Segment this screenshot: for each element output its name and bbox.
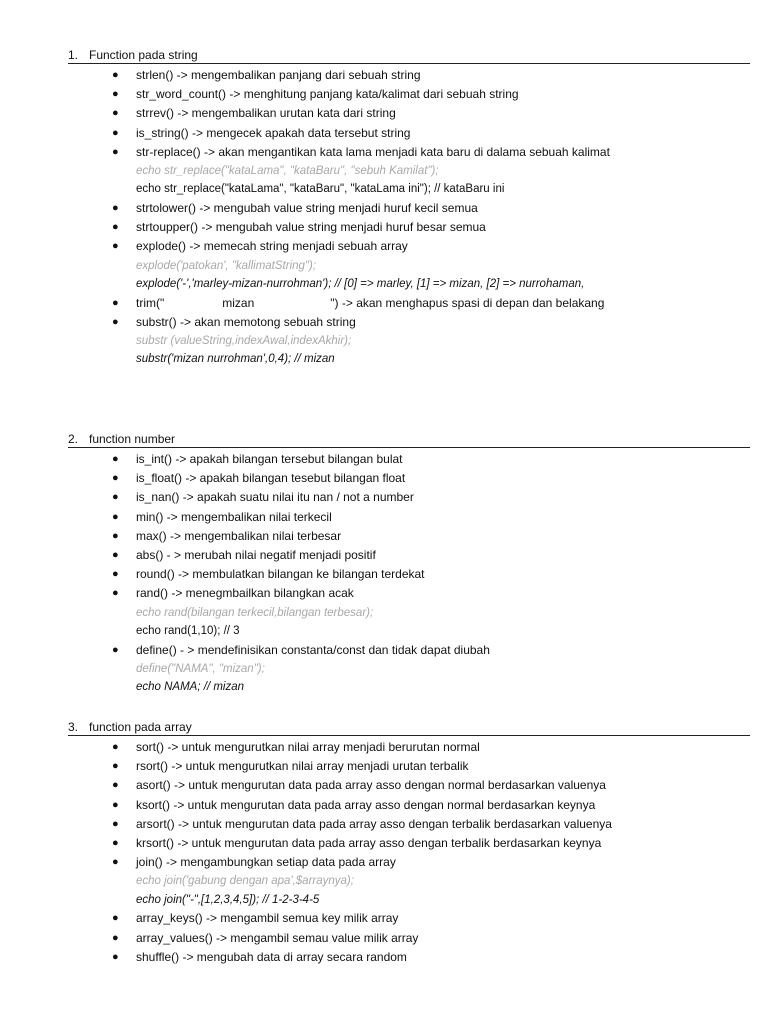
- section-title: function number: [89, 432, 176, 446]
- section-number: 3.: [68, 720, 79, 734]
- bullet-icon: ●: [112, 145, 119, 158]
- bullet-icon: ●: [112, 107, 119, 120]
- item-text: array_keys() -> mengambil semua key milik array: [136, 911, 399, 926]
- list-item: [68, 66, 750, 85]
- item-text: abs() - > merubah nilai negatif menjadi positif: [136, 547, 376, 562]
- bullet-icon: ●: [112, 741, 119, 753]
- section-array-functions: [68, 719, 750, 967]
- item-text: strtoupper() -> mengubah value string menjadi huruf besar semua: [136, 220, 486, 235]
- list-item: [68, 641, 750, 660]
- bullet-icon: ●: [112, 817, 119, 830]
- list-item: [68, 527, 750, 546]
- code-example: echo join("-",[1,2,3,4,5]); // 1-2-3-4-5: [136, 893, 320, 906]
- bullet-icon: ●: [112, 315, 119, 328]
- list-item: [68, 237, 750, 256]
- item-text: is_float() -> apakah bilangan tesebut bilangan float: [136, 471, 406, 486]
- section-heading: [68, 719, 750, 736]
- section-number: 1.: [68, 48, 79, 62]
- list-item: [68, 218, 750, 237]
- bullet-icon: ●: [112, 491, 119, 504]
- list-item: [68, 796, 750, 815]
- item-text: str_word_count() -> menghitung panjang kata/kalimat dari sebuah string: [136, 87, 519, 102]
- item-text: is_nan() -> apakah suatu nilai itu nan / not a number: [136, 490, 414, 505]
- code-example: explode('-','marley-mizan-nurrohman'); // [0] => marley, [1] => mizan, [2] => nurrohaman,: [136, 278, 585, 290]
- bullet-icon: ●: [112, 240, 119, 253]
- list-item: [68, 469, 750, 488]
- item-text: max() -> mengembalikan nilai terbesar: [136, 528, 342, 543]
- bullet-icon: ●: [112, 453, 119, 465]
- item-text: sort() -> untuk mengurutkan nilai array menjadi berurutan normal: [136, 740, 480, 754]
- bullet-icon: ●: [112, 529, 119, 542]
- section-number: 2.: [68, 432, 79, 446]
- list-item: [68, 815, 750, 834]
- number-function-list: [68, 450, 750, 697]
- list-item: [68, 488, 750, 507]
- list-item: [68, 929, 750, 948]
- section-heading: [68, 47, 750, 64]
- string-function-list: [68, 66, 750, 369]
- item-text: strlen() -> mengembalikan panjang dari sebuah string: [136, 68, 421, 82]
- item-text: krsort() -> untuk mengurutan data pada array asso dengan terbalik berdasarkan keynya: [136, 835, 602, 850]
- section-title: function pada array: [89, 720, 192, 734]
- item-text: is_string() -> mengecek apakah data tersebut string: [136, 125, 411, 140]
- list-item: [68, 450, 750, 469]
- bullet-icon: ●: [112, 126, 119, 139]
- bullet-icon: ●: [112, 760, 119, 773]
- list-item: [68, 853, 750, 872]
- list-item: [68, 199, 750, 218]
- item-text: str-replace() -> akan mengantikan kata lama menjadi kata baru di dalama sebuah kalimat: [136, 144, 610, 159]
- item-text: asort() -> untuk mengurutan data pada array asso dengan normal berdasarkan valuenya: [136, 778, 606, 793]
- list-item: [68, 565, 750, 584]
- list-item: [68, 834, 750, 853]
- bullet-icon: ●: [112, 568, 119, 581]
- item-text: ksort() -> untuk mengurutan data pada array asso dengan normal berdasarkan keynya: [136, 797, 596, 812]
- section-heading: [68, 431, 750, 448]
- code-example: echo str_replace("kataLama", "kataBaru", "kataLama ini"); // kataBaru ini: [136, 183, 505, 196]
- list-item: [68, 909, 750, 928]
- bullet-icon: ●: [112, 798, 119, 811]
- bullet-icon: ●: [112, 779, 119, 792]
- bullet-icon: ●: [112, 221, 119, 234]
- item-text: ") -> akan menghapus spasi di depan dan belakang: [330, 295, 605, 310]
- code-example-syntax: echo rand(bilangan terkecil,bilangan terbesar);: [136, 606, 374, 619]
- list-item: [68, 508, 750, 527]
- bullet-icon: ●: [112, 296, 119, 309]
- list-item: [68, 85, 750, 104]
- item-text: shuffle() -> mengubah data di array secara random: [136, 949, 407, 964]
- list-item: [68, 776, 750, 795]
- item-text: round() -> membulatkan bilangan ke bilangan terdekat: [136, 567, 425, 582]
- code-example: substr('mizan nurrohman',0,4); // mizan: [136, 353, 335, 366]
- code-example: echo rand(1,10); // 3: [136, 625, 240, 637]
- list-item: [68, 104, 750, 123]
- item-text: trim(": [136, 295, 165, 310]
- item-text: rand() -> menegmbailkan bilangkan acak: [136, 586, 354, 601]
- list-item: [68, 738, 750, 757]
- item-text: define() - > mendefinisikan constanta/const dan tidak dapat diubah: [136, 642, 490, 657]
- list-item: [68, 757, 750, 776]
- list-item: [68, 294, 750, 313]
- code-example-syntax: echo join('gabung dengan apa',$arraynya);: [136, 875, 354, 888]
- item-text: array_values() -> mengambil semau value milik array: [136, 930, 419, 945]
- bullet-icon: ●: [112, 88, 119, 101]
- bullet-icon: ●: [112, 510, 119, 523]
- list-item: [68, 948, 750, 967]
- list-item: [68, 313, 750, 332]
- list-item: [68, 546, 750, 565]
- bullet-icon: ●: [112, 69, 119, 81]
- section-number-functions: [68, 431, 750, 697]
- list-item: [68, 143, 750, 162]
- item-text: rsort() -> untuk mengurutkan nilai array menjadi urutan terbalik: [136, 759, 469, 774]
- bullet-icon: ●: [112, 931, 119, 944]
- code-example-syntax: echo str_replace("kataLama", "kataBaru", "sebuh Kamilat");: [136, 164, 439, 177]
- code-example-syntax: substr (valueString,indexAwal,indexAkhir);: [136, 334, 352, 347]
- list-item: [68, 124, 750, 143]
- bullet-icon: ●: [112, 856, 119, 869]
- item-text: min() -> mengembalikan nilai terkecil: [136, 509, 332, 524]
- item-text: join() -> mengambungkan setiap data pada array: [136, 855, 396, 870]
- item-text: strtolower() -> mengubah value string menjadi huruf kecil semua: [136, 200, 478, 215]
- code-example-syntax: define("NAMA", "mizan");: [136, 662, 265, 675]
- array-function-list: [68, 738, 750, 967]
- list-item: [68, 584, 750, 603]
- item-text: is_int() -> apakah bilangan tersebut bilangan bulat: [136, 452, 403, 466]
- bullet-icon: ●: [112, 912, 119, 925]
- item-text: mizan: [222, 295, 255, 310]
- code-example-syntax: explode('patokan', "kallimatString");: [136, 259, 317, 272]
- bullet-icon: ●: [112, 587, 119, 600]
- item-text: arsort() -> untuk mengurutan data pada array asso dengan terbalik berdasarkan valuenya: [136, 816, 612, 831]
- bullet-icon: ●: [112, 950, 119, 963]
- bullet-icon: ●: [112, 836, 119, 849]
- bullet-icon: ●: [112, 548, 119, 561]
- section-title: Function pada string: [89, 48, 198, 62]
- bullet-icon: ●: [112, 201, 119, 214]
- bullet-icon: ●: [112, 472, 119, 485]
- item-text: strrev() -> mengembalikan urutan kata dari string: [136, 106, 396, 121]
- item-text: explode() -> memecah string menjadi sebuah array: [136, 239, 408, 254]
- item-text: substr() -> akan memotong sebuah string: [136, 314, 356, 329]
- bullet-icon: ●: [112, 643, 119, 656]
- code-example: echo NAMA; // mizan: [136, 681, 245, 694]
- section-string-functions: [68, 47, 750, 369]
